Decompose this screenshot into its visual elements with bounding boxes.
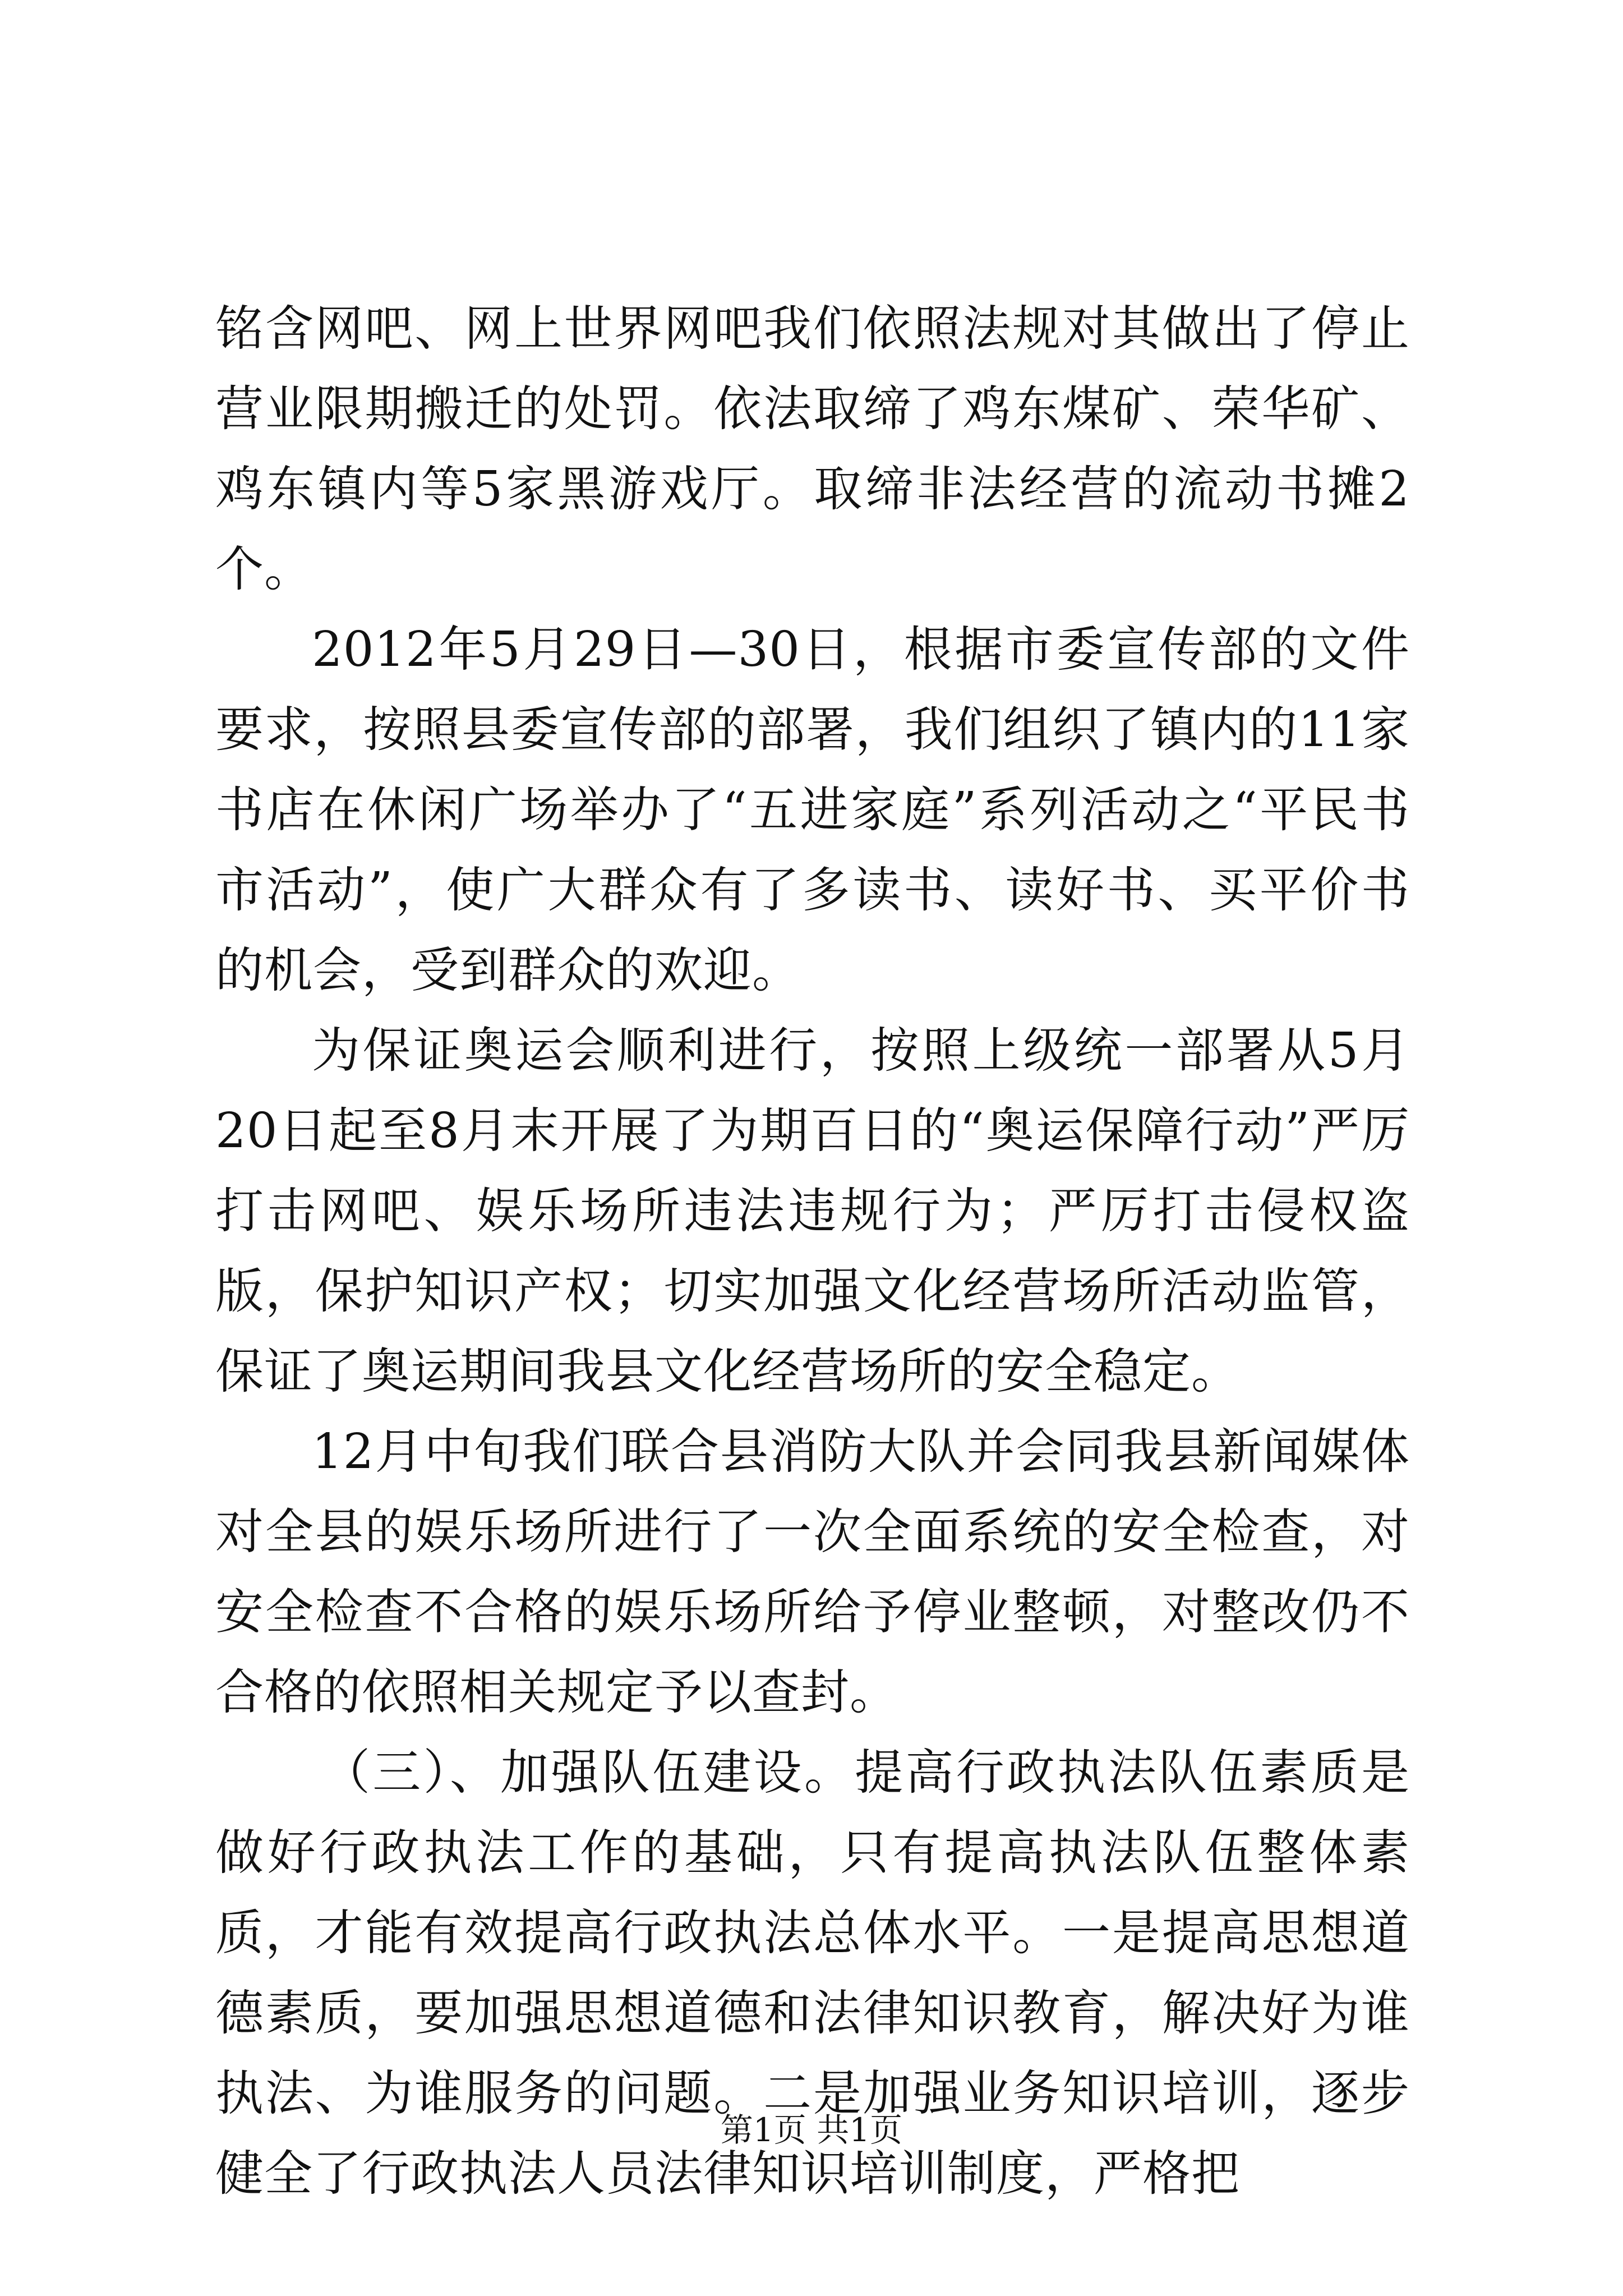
paragraph-safety-check: 12月中旬我们联合县消防大队并会同我县新闻媒体对全县的娱乐场所进行了一次全面系统的安全检查，对安全检查不合格的娱乐场所给予停业整顿，对整改仍不合格的依照相关规定予以查封。 (215, 1424, 1410, 1720)
page-footer: 第1页 共1页 (720, 2111, 903, 2149)
paragraph-continuation: 铭含网吧、网上世界网吧我们依照法规对其做出了停止营业限期搬迁的处罚。依法取缔了鸡东煤矿、荣华矿、鸡东镇内等5家黑游戏厅。取缔非法经营的流动书摊2个。 (215, 301, 1410, 597)
paragraph-olympics: 为保证奥运会顺利进行，按照上级统一部署从5月20日起至8月末开展了为期百日的“奥运保障行动”严厉打击网吧、娱乐场所违法违规行为；严厉打击侵权盗版，保护知识产权；切实加强文化经营场所活动监管，保证了奥运期间我县文化经营场所的安全稳定。 (215, 1023, 1410, 1400)
paragraph-team-building: （三）、加强队伍建设。提高行政执法队伍素质是做好行政执法工作的基础，只有提高执法队伍整体素质，才能有效提高行政执法总体水平。一是提高思想道德素质，要加强思想道德和法律知识教育，解决好为谁执法、为谁服务的问题。二是加强业务知识培训，逐步健全了行政执法人员法律知识培训制度，严格把 (215, 1745, 1410, 2202)
document-body (215, 289, 1410, 2214)
paragraph-book-fair: 2012年5月29日—30日，根据市委宣传部的文件要求，按照县委宣传部的部署，我们组织了镇内的11家书店在休闲广场举办了“五进家庭”系列活动之“平民书市活动”，使广大群众有了多读书、读好书、买平价书的机会，受到群众的欢迎。 (215, 622, 1410, 999)
